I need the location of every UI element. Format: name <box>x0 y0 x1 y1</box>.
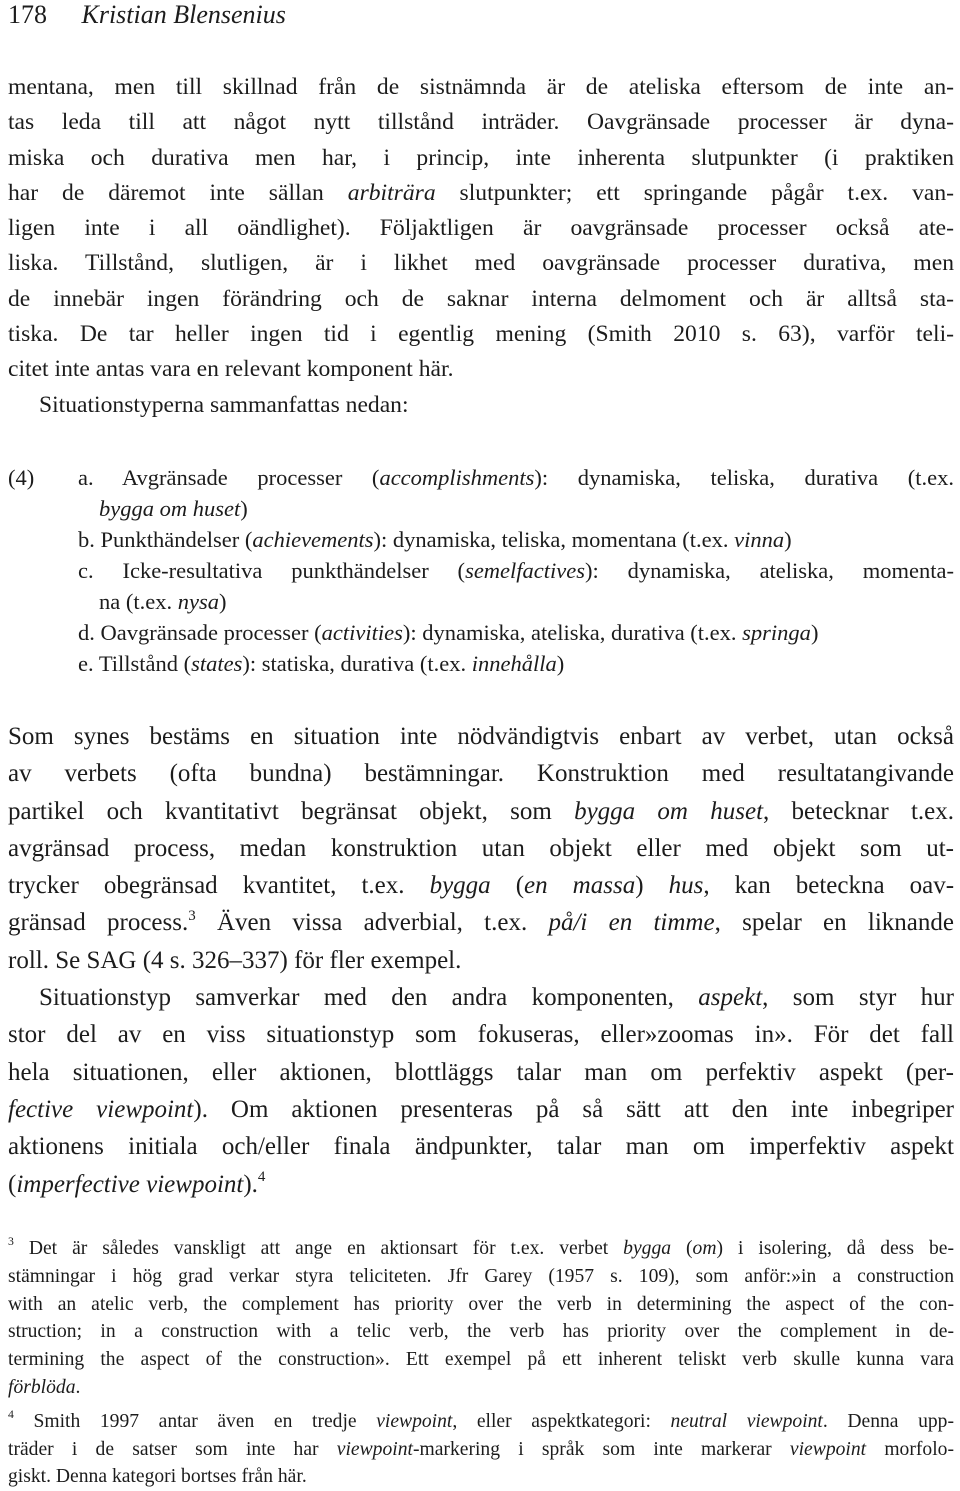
example-item-c-cont: na (t.ex. nysa) <box>99 589 227 614</box>
example-item-d: d. Oavgränsade processer (activities): dynamiska, ateliska, durativa (t.ex. springa) <box>78 620 819 645</box>
text-line: avgränsad process, medan konstruktion utan objekt eller med objekt som ut- <box>8 834 954 862</box>
italic-term: arbiträra <box>347 179 436 206</box>
text-line: ligen inte i all oändlighet). Följaktligen är oavgränsade processer också ate- <box>8 215 954 242</box>
text-line: miska och durativa men har, i princip, inte inherenta slutpunkter (i praktiken <box>8 144 954 171</box>
footnotes <box>8 1235 954 1491</box>
text-line: Situationstyp samverkar med den andra komponenten, aspekt, som styr hur <box>39 984 955 1012</box>
paragraph-situation-types <box>8 70 954 423</box>
text-line: partikel och kvantitativt begränsat objekt, som bygga om huset, betecknar t.ex. <box>8 797 954 825</box>
text-line: de innebär ingen förändring och de saknar interna delmoment och är alltså sta- <box>8 285 954 312</box>
example-list <box>8 462 954 679</box>
footnote-ref-4[interactable]: 4 <box>257 1168 266 1185</box>
footnote-marker: 4 <box>8 1408 14 1422</box>
footnote-4: $^4$ Smith 1997 antar även en tredje viewpoint, eller aspektkategori: neutral viewpoint. Denna upp- träder i de satser som inte har viewpoint-markering i språk som inte markerar viewpoint morfolo- giskt. Denna kategori bortses från här. <box>8 1408 954 1488</box>
example-item-e: e. Tillstånd (states): statiska, durativa (t.ex. innehålla) <box>78 651 565 676</box>
text-line: hela situationen, eller aktionen, blottläggs talar man om perfektiv aspekt (per- <box>8 1058 954 1086</box>
footnote-3: $^3$ Det är således vanskligt att ange en aktionsart för t.ex. verbet bygga (om) i isolering, då dess be- stämningar i hög grad verkar styra teliciteten. Jfr Garey (1957 s. 109), som anför:»in a construction with an atelic verb, the complement has priority over the verb in determining the aspect of the con- struction; in a construction with a telic verb, the verb has priority over the complement in de- termining the aspect of the construction». Ett exempel på ett inherent teliskt verb skulle kunna vara förblöda. <box>8 1235 954 1398</box>
summary-line: Situationstyperna sammanfattas nedan: <box>39 391 409 418</box>
text-line: gränsad process.$^3$ Även vissa adverbial, t.ex. på/i en timme, spelar en liknande <box>8 907 954 937</box>
text-line: tas leda till att något nytt tillstånd inträder. Oavgränsade processer är dyna- <box>8 109 954 136</box>
example-number: (4) <box>8 465 35 490</box>
text-line: liska. Tillstånd, slutligen, är i likhet med oavgränsade processer durativa, men <box>8 250 954 277</box>
text-line: citet inte antas vara en relevant komponent här. <box>8 356 454 383</box>
text-line: Som synes bestäms en situation inte nödvändigtvis enbart av verbet, utan också <box>8 723 954 750</box>
footnote-ref-3[interactable]: 3 <box>188 907 196 924</box>
running-header <box>8 0 286 36</box>
example-item-a: (4) a. Avgränsade processer (accomplishments): dynamiska, teliska, durativa (t.ex. <box>8 462 954 493</box>
footnote-marker: 3 <box>8 1235 14 1249</box>
text-line: tiska. De tar heller ingen tid i egentlig mening (Smith 2010 s. 63), varför teli- <box>8 321 954 348</box>
text-line: har de däremot inte sällan arbiträra slutpunkter; ett springande pågår t.ex. van- <box>8 179 954 206</box>
example-item-c: c. Icke-resultativa punkthändelser (semelfactives): dynamiska, ateliska, momenta- <box>78 558 954 583</box>
example-item-a-cont: bygga om huset) <box>99 496 248 521</box>
paragraph-aspect <box>8 718 954 1203</box>
text-line: aktionens initiala och/eller finala ändpunkter, talar man om imperfektiv aspekt <box>8 1133 954 1161</box>
example-item-b: b. Punkthändelser (achievements): dynamiska, teliska, momentana (t.ex. vinna) <box>78 527 792 552</box>
text-line: (imperfective viewpoint).$^4$ <box>8 1168 266 1198</box>
page-number: 178 <box>8 0 47 29</box>
text-line: trycker obegränsad kvantitet, t.ex. bygga (en massa) hus, kan beteckna oav- <box>8 872 955 900</box>
text-line: stor del av en viss situationstyp som fokuseras, eller»zoomas in». För det fall <box>8 1021 954 1049</box>
running-head-author: Kristian Blensenius <box>81 0 286 29</box>
text-line: av verbets (ofta bundna) bestämningar. Konstruktion med resultatangivande <box>8 760 954 788</box>
text-line: roll. Se SAG (4 s. 326–337) för fler exempel. <box>8 946 462 974</box>
text-line: mentana, men till skillnad från de sistnämnda är de ateliska eftersom de inte an- <box>8 74 954 100</box>
text-line: fective viewpoint). Om aktionen presenteras på så sätt att den inte inbegriper <box>8 1095 954 1123</box>
